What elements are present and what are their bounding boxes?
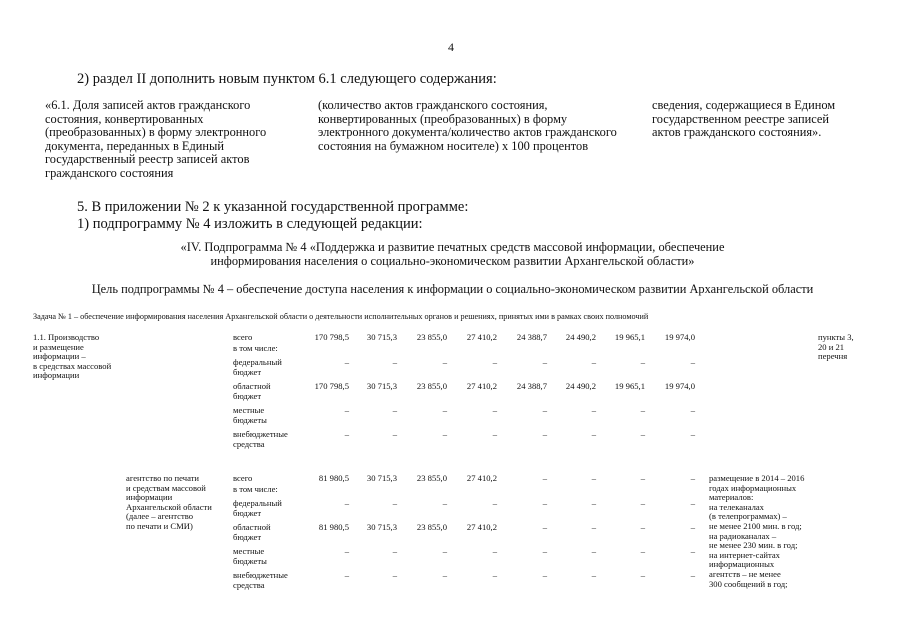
table-cell: – (344, 429, 349, 439)
table-cell: – (344, 546, 349, 556)
source-label: внебюджетные средства (233, 429, 288, 449)
indicator-name: «6.1. Доля записей актов гражданского состояния, конвертированных (преобразованных) в форму электронного документа, переданных в Единый государственный реестр записей актов гражданского состояния (45, 98, 267, 180)
table-cell: – (591, 546, 596, 556)
table-cell: – (640, 473, 645, 483)
table-cell: – (492, 546, 497, 556)
activity-name: 1.1. Производство и размещение информации – в средствах массовой информации (33, 332, 112, 381)
table-cell: – (690, 570, 695, 580)
table-cell: – (640, 429, 645, 439)
table-cell: – (690, 429, 695, 439)
table-cell: 24 490,2 (565, 381, 596, 391)
table-cell: – (392, 429, 397, 439)
table-cell: 27 410,2 (466, 473, 497, 483)
table-cell: – (640, 522, 645, 532)
table-cell: – (344, 405, 349, 415)
table-cell: 23 855,0 (416, 332, 447, 342)
table-cell: – (591, 498, 596, 508)
table-cell: – (542, 570, 547, 580)
subprogram-title: «IV. Подпрограмма № 4 «Поддержка и развитие печатных средств массовой информации, обеспечение информирования населения о социально-экономическом развитии Архангельской области» (180, 240, 725, 268)
executor-name: агентство по печати и средствам массовой информации Архангельской области (далее – агентство по печати и СМИ) (126, 473, 212, 531)
table-cell: 30 715,3 (366, 473, 397, 483)
table-cell: 24 490,2 (565, 332, 596, 342)
table-cell: 30 715,3 (366, 522, 397, 532)
table-cell: – (392, 570, 397, 580)
source-label: местные бюджеты (233, 546, 267, 566)
table-cell: – (591, 405, 596, 415)
table-cell: 30 715,3 (366, 332, 397, 342)
table-cell: – (542, 429, 547, 439)
page-number: 4 (448, 40, 454, 54)
table-cell: – (344, 357, 349, 367)
source-label: федеральный бюджет (233, 357, 282, 377)
table-cell: 27 410,2 (466, 522, 497, 532)
table-cell: – (640, 546, 645, 556)
block1-link: пункты 3, 20 и 21 перечня (818, 332, 854, 362)
table-cell: – (690, 405, 695, 415)
table-cell: 19 965,1 (614, 381, 645, 391)
table-cell: 27 410,2 (466, 332, 497, 342)
table-cell: – (640, 357, 645, 367)
source-label: всего (233, 332, 253, 342)
table-cell: – (542, 498, 547, 508)
table-cell: – (392, 357, 397, 367)
table-cell: 19 974,0 (664, 332, 695, 342)
table-cell: – (542, 405, 547, 415)
source-label: федеральный бюджет (233, 498, 282, 518)
table-cell: – (442, 357, 447, 367)
table-cell: 24 388,7 (516, 332, 547, 342)
source-label: в том числе: (233, 484, 278, 494)
table-cell: – (591, 357, 596, 367)
subprogram-line: 1) подпрограмму № 4 изложить в следующей редакции: (77, 216, 423, 232)
table-cell: – (492, 357, 497, 367)
table-cell: – (591, 473, 596, 483)
table-cell: – (640, 405, 645, 415)
table-cell: – (344, 498, 349, 508)
table-cell: 23 855,0 (416, 473, 447, 483)
source-label: в том числе: (233, 343, 278, 353)
intro-line: 2) раздел II дополнить новым пунктом 6.1 следующего содержания: (77, 71, 497, 87)
table-cell: 23 855,0 (416, 522, 447, 532)
table-cell: – (690, 357, 695, 367)
table-cell: 19 974,0 (664, 381, 695, 391)
source-label: областной бюджет (233, 522, 271, 542)
subprogram-goal: Цель подпрограммы № 4 – обеспечение доступа населения к информации о социально-экономическом развитии Архангельской области (91, 282, 814, 296)
table-cell: – (492, 429, 497, 439)
table-cell: – (492, 405, 497, 415)
table-cell: – (690, 522, 695, 532)
table-cell: – (690, 473, 695, 483)
table-cell: – (690, 498, 695, 508)
source-label: областной бюджет (233, 381, 271, 401)
table-cell: – (640, 570, 645, 580)
table-cell: – (442, 546, 447, 556)
table-cell: – (442, 429, 447, 439)
table-cell: – (392, 498, 397, 508)
table-cell: 30 715,3 (366, 381, 397, 391)
table-cell: 81 980,5 (318, 522, 349, 532)
table-cell: 81 980,5 (318, 473, 349, 483)
table-cell: – (690, 546, 695, 556)
table-cell: 19 965,1 (614, 332, 645, 342)
block2-result: размещение в 2014 – 2016 годах информационных материалов: на телеканалах (в телепрограммах) – не менее 2100 мин. в год; на радиоканалах – не менее 230 мин. в год; на интернет-сайтах информационных агентств – не менее 300 сообщений в год; (709, 473, 805, 589)
table-cell: 23 855,0 (416, 381, 447, 391)
table-cell: – (392, 405, 397, 415)
table-cell: – (542, 357, 547, 367)
table-cell: – (492, 498, 497, 508)
indicator-source: сведения, содержащиеся в Едином государственном реестре записей актов гражданского состояния». (652, 98, 836, 140)
table-cell: – (392, 546, 397, 556)
table-cell: – (492, 570, 497, 580)
source-label: внебюджетные средства (233, 570, 288, 590)
table-cell: – (344, 570, 349, 580)
indicator-formula: (количество актов гражданского состояния, конвертированных (преобразованных) в форму электронного документа/количество актов гражданского состояния на бумажном носителе) x 100 процентов (318, 98, 617, 153)
source-label: местные бюджеты (233, 405, 267, 425)
task-line: Задача № 1 – обеспечение информирования населения Архангельской области о деятельности исполнительных органов и решениях, принятых ими в рамках своих полномочий (33, 312, 649, 321)
table-cell: 24 388,7 (516, 381, 547, 391)
table-cell: – (542, 522, 547, 532)
table-cell: – (442, 570, 447, 580)
table-cell: 170 798,5 (314, 381, 349, 391)
table-cell: 27 410,2 (466, 381, 497, 391)
table-cell: 170 798,5 (314, 332, 349, 342)
table-cell: – (591, 522, 596, 532)
table-cell: – (542, 546, 547, 556)
appendix-line: 5. В приложении № 2 к указанной государственной программе: (77, 199, 469, 215)
table-cell: – (640, 498, 645, 508)
source-label: всего (233, 473, 253, 483)
table-cell: – (442, 498, 447, 508)
table-cell: – (542, 473, 547, 483)
table-cell: – (591, 429, 596, 439)
table-cell: – (591, 570, 596, 580)
table-cell: – (442, 405, 447, 415)
